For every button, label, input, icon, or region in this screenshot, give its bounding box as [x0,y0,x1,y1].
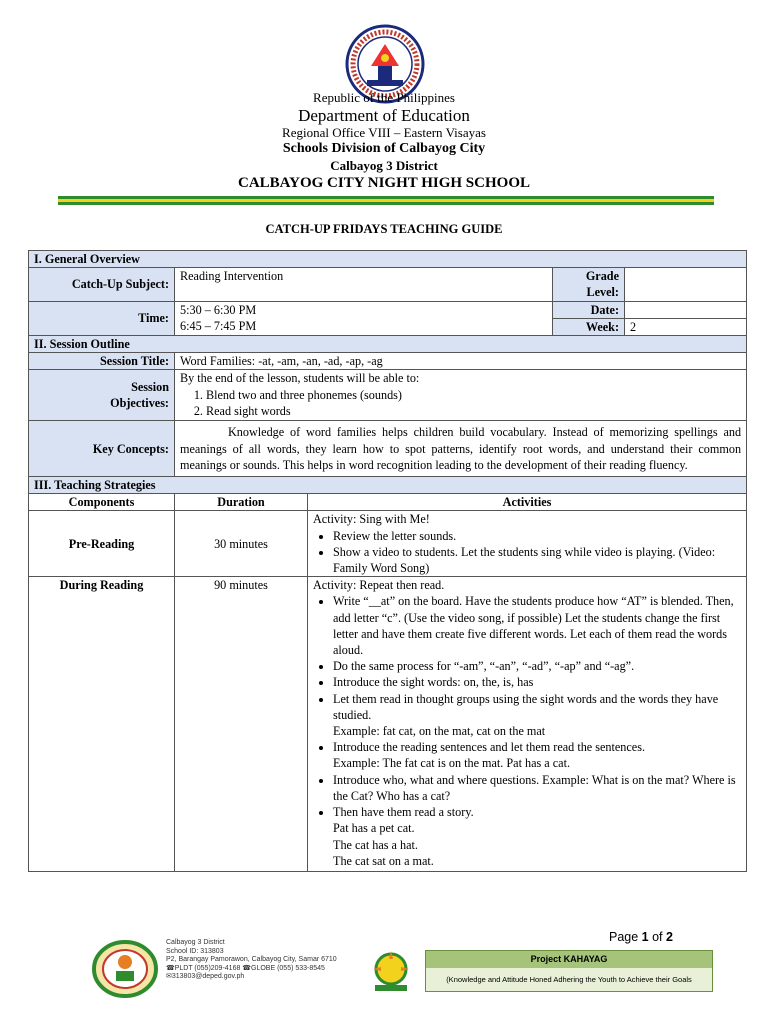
example-1: Example: fat cat, on the mat, cat on the mat [333,724,546,739]
example-2: Example: The fat cat is on the mat. Pat has a cat. [333,756,571,771]
pre-reading-activity-title: Activity: Sing with Me! [313,512,430,527]
page-number: Page 1 of 2 [609,930,673,944]
time-label: Time: [29,301,175,335]
section-general-overview: I. General Overview [29,251,747,268]
school-logo [92,940,158,998]
objective-item: 2. Read sight words [206,403,741,419]
story-line: The cat has a hat. [333,837,418,852]
date-value [625,301,747,318]
section-session-outline: II. Session Outline [29,336,747,353]
list-item: • Introduce who, what and where questions. Example: What is on the mat? Where is the Cat? Who has a cat? [333,772,741,804]
kahayag-logo [363,945,419,997]
subject-value: Reading Intervention [175,268,553,301]
col-header-activities: Activities [308,494,747,511]
list-item: • Let them read in thought groups using the sight words and the words they have studied. Example: fat cat, on the mat, cat on the mat [333,691,741,740]
regional-office-line: Regional Office VIII – Eastern Visayas [282,125,486,140]
pre-reading-component: Pre-Reading [29,511,175,577]
date-label: Date: [553,301,625,318]
time-slot-2: 6:45 – 7:45 PM [180,318,257,333]
week-value: 2 [625,318,747,335]
grade-level-value [625,268,747,301]
time-slot-1: 5:30 – 6:30 PM [180,302,257,317]
list-item: • Do the same process for “-am”, “-an”, “-ad”, “-ap” and “-ag”. [333,658,741,674]
session-objectives-value [175,370,747,421]
section-teaching-strategies: III. Teaching Strategies [29,477,747,494]
department-line: Department of Education [298,106,470,125]
objectives-intro: By the end of the lesson, students will be able to: [180,371,420,386]
week-label: Week: [553,318,625,335]
story-line: The cat sat on a mat. [333,853,434,868]
pre-reading-activities [308,511,747,577]
story-line: Pat has a pet cat. [333,821,415,836]
list-item: • Show a video to students. Let the students sing while video is playing. (Video: Family Word Song) [333,544,741,576]
project-kahayag-banner [425,950,713,992]
during-reading-list [313,593,741,868]
district-line: Calbayog 3 District [330,158,438,173]
objectives-list [180,387,741,419]
letterhead-divider [58,196,714,205]
division-line: Schools Division of Calbayog City [282,141,486,156]
session-title-value: Word Families: -at, -am, -an, -ad, -ap, -ag [175,353,747,370]
subject-label: Catch-Up Subject: [29,268,175,301]
list-item: • Introduce the reading sentences and let them read the sentences. Example: The fat cat is on the mat. Pat has a cat. [333,739,741,771]
project-title: Project KAHAYAG [426,951,712,968]
key-concepts-text: Knowledge of word families helps children build vocabulary. Instead of memorizing spellings and meanings of all words, they learn how to spot patterns, identify root words, and understand their common meanings or sounds. This helps in word recognition leading to the development of their reading fluency. [175,421,747,477]
teaching-guide-table [28,250,747,872]
grade-level-label: Grade Level: [553,268,625,301]
pre-reading-duration: 30 minutes [175,511,308,577]
during-reading-component: During Reading [29,577,175,872]
list-item: • Write “__at” on the board. Have the students produce how “AT” is blended. Then, add letter “c”. (Use the video song, if possible) Let the students change the first letter and have them create five different words. Let each of them read the words aloud. [333,593,741,658]
session-objectives-label: Session Objectives: [29,370,175,421]
school-name: CALBAYOG CITY NIGHT HIGH SCHOOL [237,175,530,191]
list-item: • Then have them read a story. Pat has a pet cat. The cat has a hat. The cat sat on a mat. [333,804,741,869]
pre-reading-list [313,528,741,577]
project-subtitle: (Knowledge and Attitude Honed Adhering the Youth to Achieve their Goals [426,968,712,991]
during-reading-activities [308,577,747,872]
col-header-components: Components [29,494,175,511]
objective-item: 1. Blend two and three phonemes (sounds) [206,387,741,403]
key-concepts-label: Key Concepts: [29,421,175,477]
school-address: Calbayog 3 District School ID: 313803 P2, Barangay Pamorawon, Calbayog City, Samar 6710 ☎PLDT (055)209-4168 ☎GLOBE (055) 533-8545 ✉313803@deped.gov.ph [166,939,337,981]
col-header-duration: Duration [175,494,308,511]
list-item: • Introduce the sight words: on, the, is, has [333,674,741,690]
republic-line: Republic of the Philippines [313,90,455,105]
session-title-label: Session Title: [29,353,175,370]
during-reading-activity-title: Activity: Repeat then read. [313,578,445,593]
during-reading-duration: 90 minutes [175,577,308,872]
time-value [175,301,553,335]
document-title: CATCH-UP FRIDAYS TEACHING GUIDE [265,222,503,236]
list-item: • Review the letter sounds. [333,528,741,544]
